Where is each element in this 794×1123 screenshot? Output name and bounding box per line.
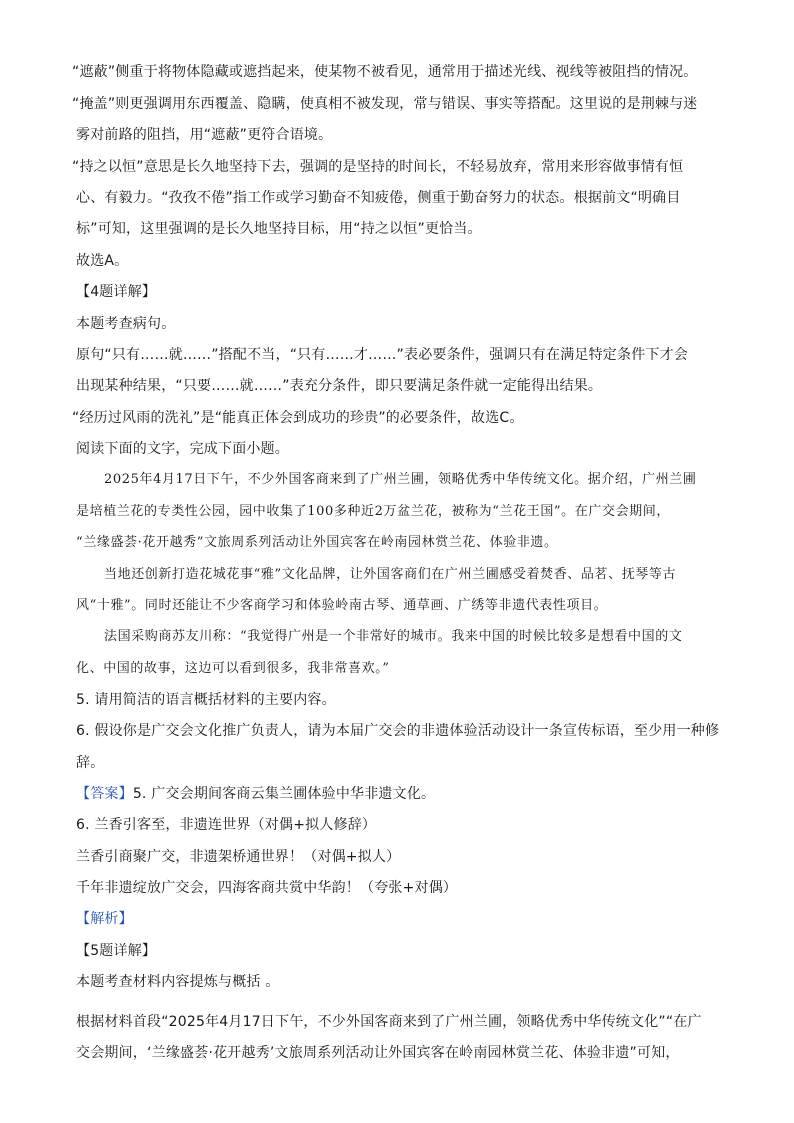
answer-line: 兰香引商聚广交，非遗架桥通世界！（对偶+拟人） [76,849,401,865]
question-6: 6. 假设你是广交会文化推广负责人，请为本届广交会的非遗体验活动设计一条宣传标语，至少用一种修 [76,723,720,739]
explanation-line: 标”可知，这里强调的是长久地坚持目标，用“持之以恒”更恰当。 [76,221,482,237]
answer-choice-line: 故选A。 [76,253,129,269]
answer-tag: 【答案】 [76,786,133,802]
explanation-line: 本题考查病句。 [76,316,176,332]
explanation-line: 根据材料首段“2025年4月17日下午，不少外国客商来到了广州兰圃，领略优秀中华传统文化”“在广 [76,1014,702,1030]
material-line: 当地还创新打造花城花事“雅”文化品牌，让外国客商们在广州兰圃感受着焚香、品茗、抚琴等古 [104,567,677,582]
material-line: 2025年4月17日下午，不少外国客商来到了广州兰圃，领略优秀中华传统文化。据介绍，广州兰圃 [104,472,697,487]
explanation-line: 原句“只有……就……”搭配不当，“只有……才……”表必要条件，强调只有在满足特定条件下才会 [76,347,689,363]
answer-line: 6. 兰香引客至，非遗连世界（对偶+拟人修辞） [76,817,377,833]
explanation-line: 出现某种结果，“只要……就……”表充分条件，即只要满足条件就一定能得出结果。 [76,378,603,394]
analysis-tag: 【解析】 [76,911,133,927]
material-line: 是培植兰花的专类性公园，园中收集了100多种近2万盆兰花，被称为“兰花王国”。在广交会期间， [76,504,670,519]
explanation-line: “遮蔽”侧重于将物体隐藏或遮挡起来，使某物不被看见，通常用于描述光线、视线等被阻挡的情况。 [72,64,698,80]
question-6-continued: 辞。 [76,755,105,771]
question-5: 5. 请用简洁的语言概括材料的主要内容。 [76,692,336,708]
reading-instruction: 阅读下面的文字，完成下面小题。 [76,441,289,457]
explanation-line: “经历过风雨的洗礼”是“能真正体会到成功的珍贵”的必要条件，故选C。 [72,410,524,426]
material-line: 化、中国的故事，这边可以看到很多，我非常喜欢。” [76,661,390,676]
explanation-line: “持之以恒”意思是长久地坚持下去，强调的是坚持的时间长，不轻易放弃，常用来形容做事情有恒 [72,159,684,175]
answer-line: 千年非遗绽放广交会，四海客商共赏中华韵！（夸张+对偶） [76,880,458,896]
answer-text: 5. 广交会期间客商云集兰圃体验中华非遗文化。 [132,786,436,802]
explanation-line: 雾对前路的阻挡，用“遮蔽”更符合语境。 [76,127,333,143]
section-heading: 【5题详解】 [76,943,157,959]
material-line: “兰缘盛荟·花开越秀”文旅周系列活动让外国宾客在岭南园林赏兰花、体验非遗。 [76,535,558,550]
explanation-line: 心、有毅力。“孜孜不倦”指工作或学习勤奋不知疲倦，侧重于勤奋努力的状态。根据前文“明确目 [76,190,681,206]
explanation-line: “掩盖”则更强调用东西覆盖、隐瞒，使真相不被发现，常与错误、事实等搭配。这里说的是荆棘与迷 [72,96,698,112]
explanation-line: 本题考查材料内容提炼与概括 。 [76,974,280,990]
answer-line [76,784,435,804]
section-heading: 【4题详解】 [76,284,157,300]
material-line: 风“十雅”。同时还能让不少客商学习和体验岭南古琴、通草画、广绣等非遗代表性项目。 [76,598,608,613]
explanation-line: 交会期间，‘兰缘盛荟·花开越秀’文旅周系列活动让外国宾客在岭南园林赏兰花、体验非遗”可知， [76,1045,680,1061]
material-line: 法国采购商苏友川称：“我觉得广州是一个非常好的城市。我来中国的时候比较多是想看中国的文 [104,629,683,644]
